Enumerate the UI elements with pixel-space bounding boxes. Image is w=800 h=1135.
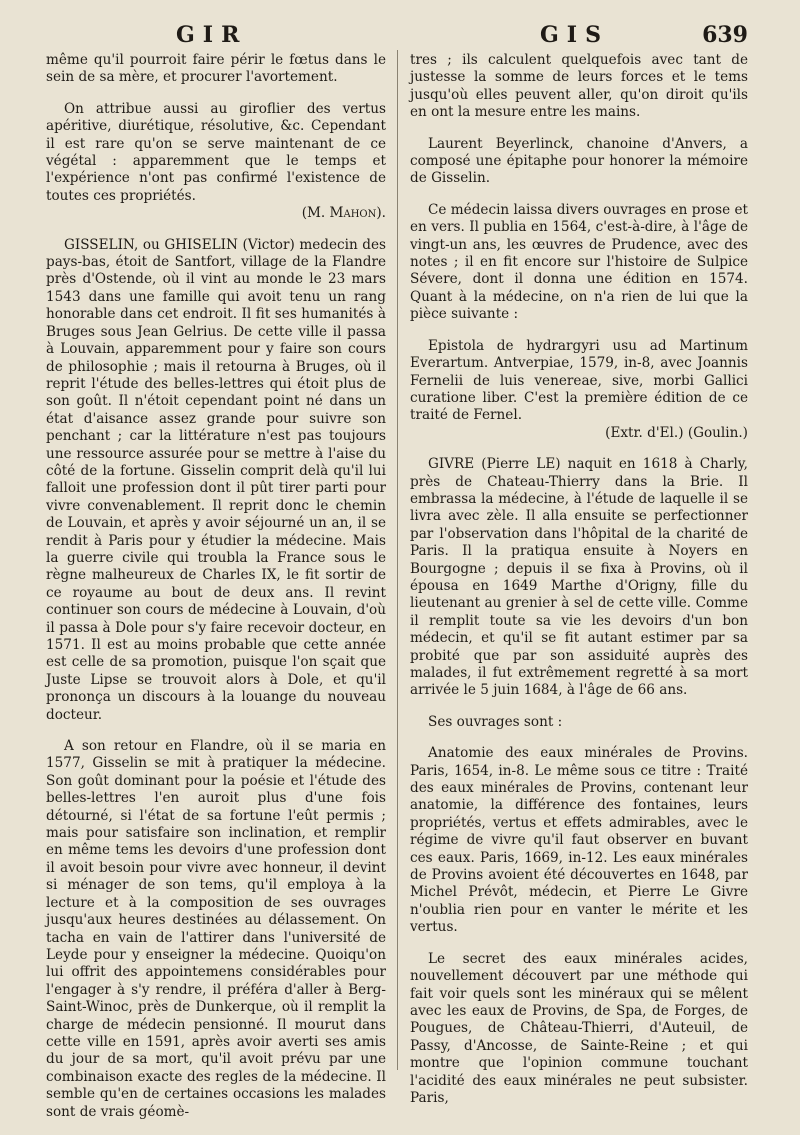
paragraph-epistola: Epistola de hydrargyri usu ad Martinum Everartum. Antverpiae, 1579, in-8, avec Joannis Fernelii de luis venereae, sive, morbi Gallici curatione liber. C'est la première édition de ce traité de Fernel.: [410, 337, 748, 424]
paragraph-beyerlinck: Laurent Beyerlinck, chanoine d'Anvers, a composé une épitaphe pour honorer la mémoire de Gisselin.: [410, 135, 748, 187]
entry-givre: GIVRE (Pierre LE) naquit en 1618 à Charly, près de Chateau-Thierry dans la Brie. Il embrassa la médecine, à l'étude de laquelle il se livra avec zèle. Il alla ensuite se perfectionner par l'observation dans l'hôpital de la charité de Paris. Il la pratiqua ensuite à Noyers en Bourgogne ; depuis il se fixa à Provins, où il épousa en 1649 Marthe d'Origny, fille du lieutenant au grenier à sel de cette ville. Comme il remplit toute sa vie les devoirs d'un bon médecin, et qu'il se fit autant estimer par sa probité que par son assiduité auprès des malades, il fut extrêmement regretté à sa mort arrivée le 5 juin 1684, à l'âge de 66 ans.: [410, 456, 748, 699]
paragraph-flandre: A son retour en Flandre, où il se maria en 1577, Gisselin se mit à pratiquer la médecine. Son goût dominant pour la poésie et l'étude des belles-lettres l'en auroit plus d'une fois détourné, si l'état de sa fortune l'eût permis ; mais pour satisfaire son inclination, et remplir en même tems les devoirs d'une profession dont il avoit besoin pour vivre avec honneur, il devint si ménager de son tems, qu'il employa à la lecture et à la composition de ses ouvrages jusqu'aux heures destinées au délassement. On tacha en vain de l'attirer dans l'université de Leyde pour y enseigner la médecine. Quoiqu'on lui offrit des appointemens considérables pour l'engager à s'y rendre, il préféra d'aller à Berg-Saint-Winoc, près de Dunkerque, où il remplit la charge de médecin pensionné. Il mourut dans cette ville en 1591, après avoir averti ses amis du jour de sa mort, qu'il avoit prévu par une combinaison exacte des regles de la médecine. Il semble qu'en de certaines occasions les malades sont de vrais géomè-: [46, 738, 386, 1120]
paragraph-giroflier: On attribue aussi au giroflier des vertus apéritive, diurétique, résolutive, &c. Cependant il est rare qu'on se serve maintenant de ce végétal : apparemment que le temps et l'expérience n'ont pas confirmé l'existence de toutes ces propriétés.: [46, 100, 386, 204]
paragraph-ouvrages-gisselin: Ce médecin laissa divers ouvrages en prose et en vers. Il publia en 1564, c'est-à-dire, à l'âge de vingt-un ans, les œuvres de Prudence, avec des notes ; il en fit encore sur l'histoire de Sulpice Sévere, dont il donna une édition en 1574. Quant à la médecine, on n'a rien de lui que la pièce suivante :: [410, 201, 748, 323]
signature-mahon: (M. Mahon).: [301, 205, 386, 222]
paragraph-secret: Le secret des eaux minérales acides, nouvellement découvert par une méthode qui fait voir quels sont les minéraux qui se mêlent avec les eaux de Provins, de Spa, de Forges, de Pougues, de Château-Thierri, d'Auteuil, de Passy, d'Ancosse, de Sainte-Reine ; et qui montre que l'opinion commune touchant l'acidité des eaux minérales ne peut subsister. Paris,: [410, 950, 748, 1106]
running-head-center: GIS: [540, 22, 609, 48]
right-column: [410, 52, 748, 1121]
paragraph-geometres: tres ; ils calculent quelquefois avec tant de justesse la somme de leurs forces et le tems jusqu'où elles peuvent aller, qu'on diroit qu'ils en ont la mesure entre les mains.: [410, 52, 748, 121]
paragraph-foetus: même qu'il pourroit faire périr le fœtus dans le sein de sa mère, et procurer l'avortement.: [46, 52, 386, 86]
left-column: [46, 52, 386, 1135]
column-divider: [397, 50, 398, 1070]
signature-goulin: (Extr. d'El.) (Goulin.): [605, 424, 748, 441]
paragraph-ses-ouvrages: Ses ouvrages sont :: [428, 713, 563, 730]
paragraph-anatomie: Anatomie des eaux minérales de Provins. Paris, 1654, in-8. Le même sous ce titre : Traité des eaux minérales de Provins, contenant leur anatomie, la différence des fontaines, leurs propriétés, vertus et effets admirables, avec le régime de vivre qu'il faut observer en buvant ces eaux. Paris, 1669, in-12. Les eaux minérales de Provins avoient été découvertes en 1648, par Michel Prévôt, médecin, et Pierre Le Givre n'oublia rien pour en vanter le mérite et les vertus.: [410, 745, 748, 936]
entry-gisselin: GISSELIN, ou GHISELIN (Victor) medecin des pays-bas, étoit de Santfort, village de la Flandre près d'Ostende, où il vint au monde le 23 mars 1543 dans une famille qui avoit tenu un rang honorable dans cet endroit. Il fit ses humanités à Bruges sous Jean Gelrius. De cette ville il passa à Louvain, apparemment pour y faire son cours de philosophie ; mais il retourna à Bruges, où il reprit l'étude des belles-lettres qui étoit plus de son goût. Il n'étoit cependant point né dans un état d'aisance assez grande pour suivre son penchant ; car la littérature n'est pas toujours une ressource assurée pour se mettre à l'aise du côté de la fortune. Gisselin comprit delà qu'il lui falloit une profession dont il pût tirer parti pour vivre convenablement. Il reprit donc le chemin de Louvain, et après y avoir séjourné un an, il se rendit à Paris pour y étudier la médecine. Mais la guerre civile qui troubla la France sous le règne malheureux de Charles IX, le fit sortir de ce royaume au bout de deux ans. Il revint continuer son cours de médecine à Louvain, d'où il passa à Dole pour s'y faire recevoir docteur, en 1571. Il est au moins probable que cette année est celle de sa promotion, puisque l'on sçait que Juste Lipse se trouvoit alors à Dole, et qu'il prononça un discours à la louange du nouveau docteur.: [46, 236, 386, 723]
page-number: 639: [702, 22, 748, 48]
running-head-left: GIR: [176, 22, 248, 48]
